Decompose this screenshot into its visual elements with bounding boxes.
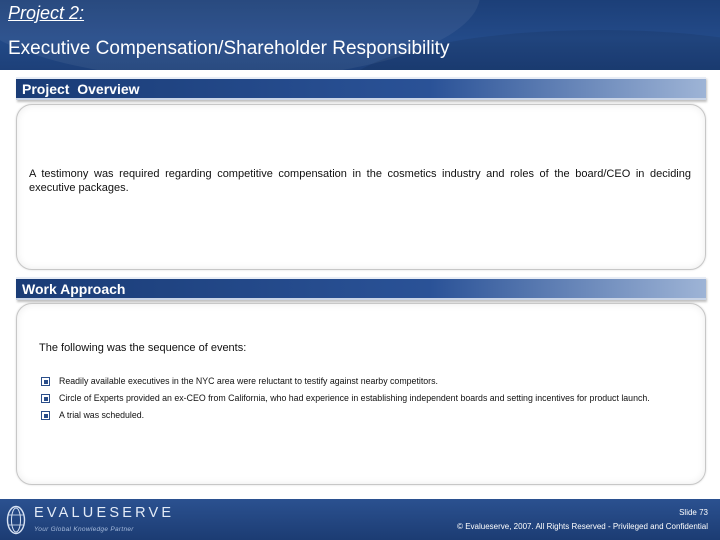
- evalueserve-logo-emblem-icon: [6, 505, 26, 535]
- slide-title: Executive Compensation/Shareholder Responsibility: [8, 38, 450, 59]
- copyright-notice: © Evalueserve, 2007. All Rights Reserved - Privileged and Confidential: [457, 522, 708, 531]
- square-bullet-icon: [41, 411, 50, 420]
- company-logo-tagline: Your Global Knowledge Partner: [34, 526, 134, 533]
- bullet-text: Circle of Experts provided an ex-CEO from California, who had experience in establishing independent boards and setting incentives for product launch.: [59, 393, 650, 403]
- slide-number: Slide 73: [679, 508, 708, 517]
- bullet-item: [39, 376, 699, 387]
- work-approach-heading: Work Approach: [22, 281, 126, 297]
- bullet-text: Readily available executives in the NYC area were reluctant to testify against nearby competitors.: [59, 376, 438, 386]
- bullet-item: [39, 410, 699, 421]
- project-overview-heading-bar: [16, 77, 706, 100]
- work-approach-panel: [16, 303, 706, 485]
- slide-footer: [0, 499, 720, 540]
- slide-header: [0, 0, 720, 70]
- work-approach-bullet-list: [39, 376, 699, 427]
- project-overview-panel: [16, 104, 706, 270]
- slide-title-project-number: Project 2:: [8, 3, 85, 23]
- bullet-text: A trial was scheduled.: [59, 410, 145, 420]
- square-bullet-icon: [41, 377, 50, 386]
- square-bullet-icon: [41, 394, 50, 403]
- project-overview-heading: Project Overview: [22, 81, 140, 97]
- project-overview-text: A testimony was required regarding competitive compensation in the cosmetics industry and roles of the board/CEO in deciding executive packages.: [29, 168, 691, 194]
- bullet-item: [39, 393, 699, 404]
- work-approach-intro: The following was the sequence of events:: [39, 342, 247, 354]
- work-approach-heading-bar: [16, 277, 706, 300]
- company-logo-name: EVALUESERVE: [34, 505, 175, 521]
